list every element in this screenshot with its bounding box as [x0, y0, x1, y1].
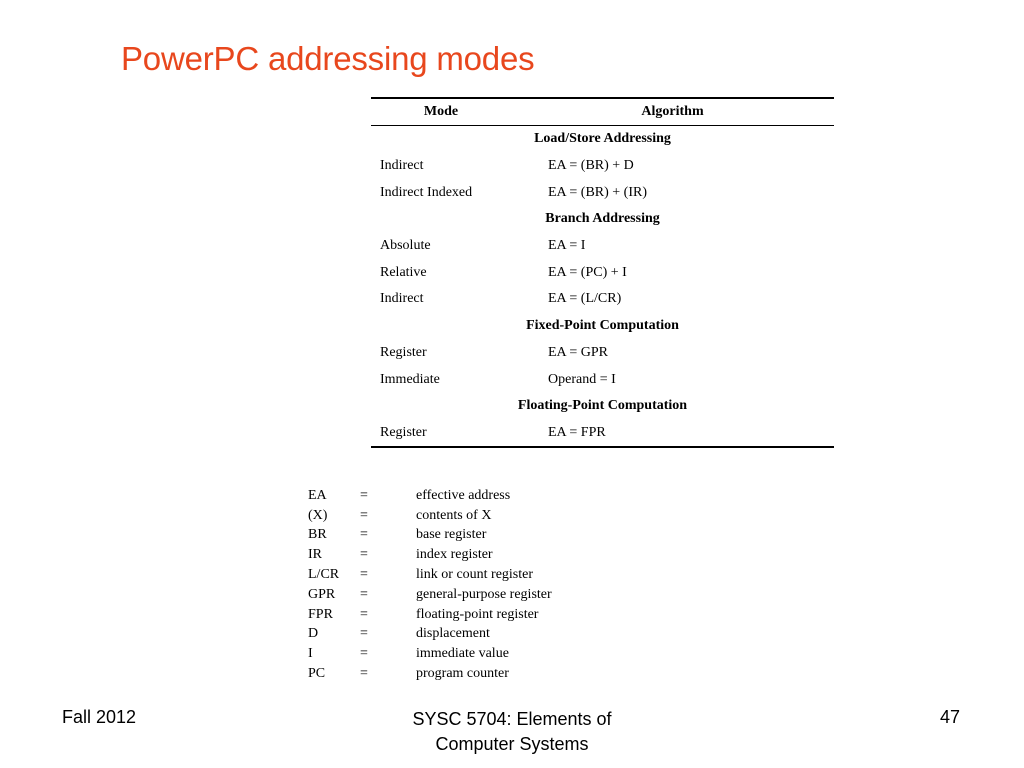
mode-cell: Indirect — [380, 158, 424, 174]
footer-course-line2: Computer Systems — [435, 734, 589, 754]
legend-equals: = — [360, 507, 368, 523]
table-row — [371, 179, 834, 206]
legend-definition: base register — [416, 527, 487, 543]
legend-definition: index register — [416, 547, 493, 563]
mode-cell: Relative — [380, 264, 427, 280]
mode-cell: Register — [380, 424, 427, 440]
legend-item — [308, 506, 552, 526]
legend-item — [308, 585, 552, 605]
legend-item — [308, 526, 552, 546]
header-algorithm: Algorithm — [641, 104, 704, 119]
legend-definition: contents of X — [416, 507, 492, 523]
table-header — [371, 99, 834, 126]
legend-item — [308, 605, 552, 625]
mode-cell: Absolute — [380, 238, 431, 254]
table-row — [371, 233, 834, 260]
legend-definition: effective address — [416, 487, 511, 503]
table-row — [371, 420, 834, 447]
slide-title: PowerPC addressing modes — [121, 40, 535, 77]
legend-equals: = — [360, 547, 368, 563]
table-row — [371, 340, 834, 367]
legend-item — [308, 486, 552, 506]
legend-abbr: (X) — [308, 507, 328, 523]
legend-abbr: FPR — [308, 606, 333, 622]
header-mode: Mode — [423, 104, 459, 119]
legend-abbr: L/CR — [308, 567, 340, 583]
section-title: Fixed-Point Computation — [526, 317, 679, 333]
mode-cell: Indirect Indexed — [380, 184, 473, 200]
footer-date: Fall 2012 — [62, 707, 137, 727]
legend-item — [308, 644, 552, 664]
section-title: Branch Addressing — [545, 211, 660, 227]
algorithm-cell: EA = (BR) + D — [548, 158, 634, 174]
legend-abbr: I — [308, 646, 313, 662]
legend-abbr: GPR — [308, 586, 336, 602]
page-number: 47 — [940, 707, 961, 727]
legend-abbr: D — [308, 626, 319, 642]
algorithm-cell: EA = FPR — [548, 424, 606, 440]
algorithm-cell: EA = GPR — [548, 344, 609, 360]
legend-equals: = — [360, 567, 368, 583]
legend-item — [308, 625, 552, 645]
algorithm-cell: EA = (L/CR) — [548, 291, 622, 307]
legend-definition: immediate value — [416, 646, 509, 662]
algorithm-cell: Operand = I — [548, 371, 616, 387]
section-title: Load/Store Addressing — [534, 131, 671, 146]
legend-equals: = — [360, 606, 368, 622]
legend-item — [308, 664, 552, 684]
table-row — [371, 366, 834, 393]
algorithm-cell: EA = (BR) + (IR) — [548, 184, 648, 200]
abbreviation-legend — [308, 486, 552, 684]
legend-definition: program counter — [416, 666, 509, 682]
legend-abbr: PC — [308, 666, 326, 682]
legend-definition: floating-point register — [416, 606, 539, 622]
legend-equals: = — [360, 626, 368, 642]
legend-definition: displacement — [416, 626, 490, 642]
legend-abbr: BR — [308, 527, 327, 543]
legend-equals: = — [360, 527, 368, 543]
legend-definition: link or count register — [416, 567, 534, 583]
table-row — [371, 153, 834, 180]
table-row — [371, 286, 834, 313]
legend-definition: general-purpose register — [416, 586, 552, 602]
legend-abbr: IR — [308, 547, 322, 563]
footer-course — [362, 707, 662, 757]
table-row — [371, 259, 834, 286]
mode-cell: Immediate — [380, 371, 440, 387]
addressing-modes-table — [371, 97, 834, 448]
mode-cell: Indirect — [380, 291, 424, 307]
legend-abbr: EA — [308, 487, 327, 503]
legend-equals: = — [360, 666, 368, 682]
section-title: Floating-Point Computation — [517, 397, 688, 413]
algorithm-cell: EA = (PC) + I — [548, 264, 627, 280]
legend-equals: = — [360, 646, 368, 662]
legend-equals: = — [360, 487, 368, 503]
algorithm-cell: EA = I — [548, 238, 586, 254]
legend-item — [308, 565, 552, 585]
legend-item — [308, 545, 552, 565]
legend-equals: = — [360, 586, 368, 602]
footer-course-line1: SYSC 5704: Elements of — [412, 709, 612, 729]
mode-cell: Register — [380, 344, 427, 360]
